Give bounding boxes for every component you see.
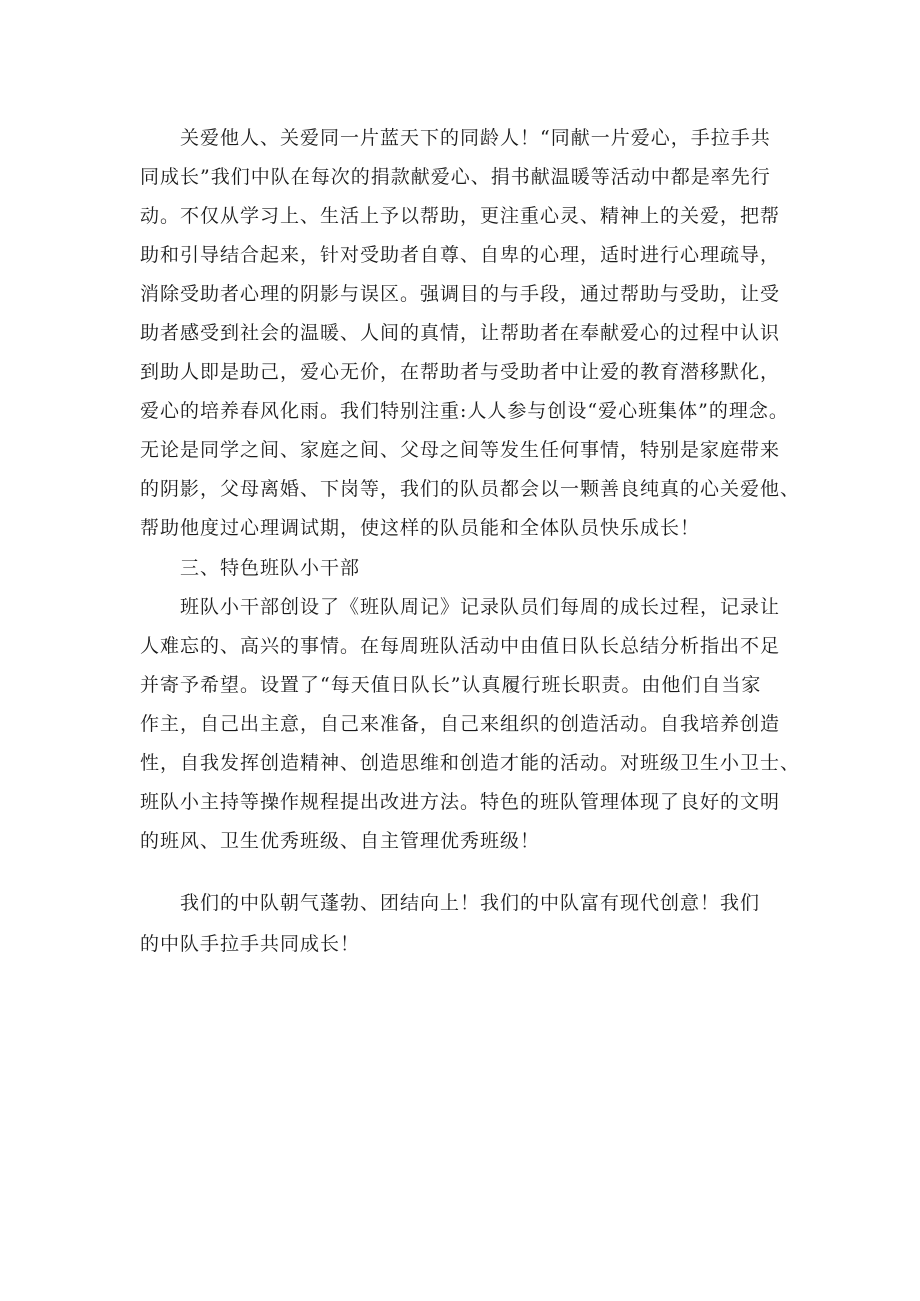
paragraph-1-line-6: 助者感受到社会的温暖、人间的真情，让帮助者在奉献爱心的过程中认识 [140,322,781,344]
paragraph-2-line-6: 班队小主持等操作规程提出改进方法。特色的班队管理体现了良好的文明 [140,791,781,813]
paragraph-1-line-4: 助和引导结合起来，针对受助者自尊、自卑的心理，适时进行心理疏导， [140,244,781,266]
paragraph-2-line-2: 人难忘的、高兴的事情。在每周班队活动中由值日队长总结分析指出不足 [140,635,781,657]
paragraph-3-line-2: 的中队手拉手共同成长！ [140,933,361,955]
paragraph-2-line-7: 的班风、卫生优秀班级、自主管理优秀班级！ [140,830,541,852]
section-heading-3: 三、特色班队小干部 [180,557,361,579]
paragraph-1-line-1: 关爱他人、关爱同一片蓝天下的同龄人！“同献一片爱心，手拉手共 [180,127,771,149]
paragraph-1-line-3: 动。不仅从学习上、生活上予以帮助，更注重心灵、精神上的关爱，把帮 [140,205,781,227]
paragraph-1-line-8: 爱心的培养春风化雨。我们特别注重:人人参与创设“爱心班集体”的理念。 [140,400,789,422]
paragraph-3-line-1: 我们的中队朝气蓬勃、团结向上！我们的中队富有现代创意！我们 [180,892,761,914]
paragraph-2-line-1: 班队小干部创设了《班队周记》记录队员们每周的成长过程，记录让 [180,596,781,618]
paragraph-1-line-7: 到助人即是助己，爱心无价，在帮助者与受助者中让爱的教育潜移默化， [140,361,781,383]
paragraph-1-line-5: 消除受助者心理的阴影与误区。强调目的与手段，通过帮助与受助，让受 [140,283,781,305]
paragraph-2-line-4: 作主，自己出主意，自己来准备，自己来组织的创造活动。自我培养创造 [140,713,781,735]
paragraph-1-line-10: 的阴影，父母离婚、下岗等，我们的队员都会以一颗善良纯真的心关爱他、 [140,478,801,500]
paragraph-1-line-9: 无论是同学之间、家庭之间、父母之间等发生任何事情，特别是家庭带来 [140,439,781,461]
paragraph-2-line-3: 并寄予希望。设置了“每天值日队长”认真履行班长职责。由他们自当家 [140,674,762,696]
paragraph-2-line-5: 性，自我发挥创造精神、创造思维和创造才能的活动。对班级卫生小卫士、 [140,752,801,774]
paragraph-1-line-2: 同成长”我们中队在每次的捐款献爱心、捐书献温暖等活动中都是率先行 [140,166,771,188]
paragraph-1-line-11: 帮助他度过心理调试期，使这样的队员能和全体队员快乐成长！ [140,517,701,539]
